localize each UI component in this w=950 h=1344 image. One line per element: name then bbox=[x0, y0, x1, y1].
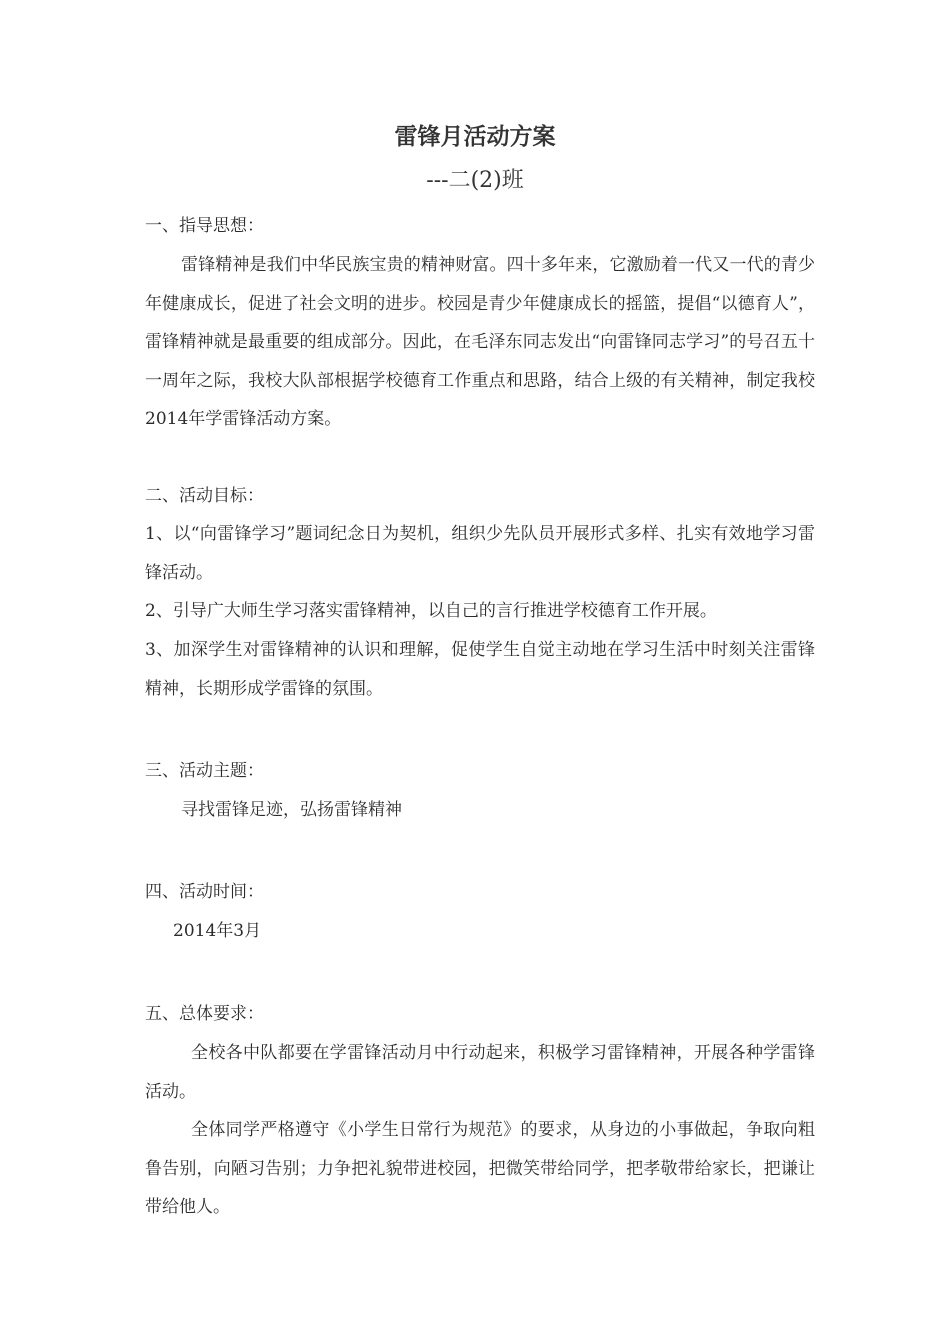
section-3-heading: 三、活动主题： bbox=[145, 761, 264, 781]
section-2-heading: 二、活动目标： bbox=[145, 486, 264, 506]
section-3-theme: 寻找雷锋足迹，弘扬雷锋精神 bbox=[181, 800, 402, 820]
document-subtitle: ---二(2)班 bbox=[426, 168, 524, 193]
section-1-paragraph: 雷锋精神是我们中华民族宝贵的精神财富。四十多年来，它激励着一代又一代的青少年健康成长，促进了社会文明的进步。校园是青少年健康成长的摇篮，提倡“以德育人”，雷锋精神就是最重要的组成部分。因此，在毛泽东同志发出“向雷锋同志学习”的号召五十一周年之际，我校大队部根据学校德育工作重点和思路，结合上级的有关精神，制定我校2014年学雷锋活动方案。 bbox=[145, 255, 815, 429]
document-title: 雷锋月活动方案 bbox=[394, 124, 556, 150]
section-5-paragraph-2: 全体同学严格遵守《小学生日常行为规范》的要求，从身边的小事做起，争取向粗鲁告别，向陋习告别；力争把礼貌带进校园，把微笑带给同学，把孝敬带给家长，把谦让带给他人。 bbox=[145, 1120, 815, 1217]
section-2-item-2: 2、引导广大师生学习落实雷锋精神，以自己的言行推进学校德育工作开展。 bbox=[145, 601, 717, 621]
section-5-paragraph-1: 全校各中队都要在学雷锋活动月中行动起来，积极学习雷锋精神，开展各种学雷锋活动。 bbox=[145, 1043, 815, 1102]
section-2-item-3: 3、加深学生对雷锋精神的认识和理解，促使学生自觉主动地在学习生活中时刻关注雷锋精神，长期形成学雷锋的氛围。 bbox=[145, 640, 815, 699]
section-1-heading: 一、指导思想： bbox=[145, 216, 264, 236]
section-4-heading: 四、活动时间： bbox=[145, 882, 264, 902]
section-4-time: 2014年3月 bbox=[173, 921, 262, 941]
section-5-heading: 五、总体要求： bbox=[145, 1004, 264, 1024]
section-2-item-1: 1、以“向雷锋学习”题词纪念日为契机，组织少先队员开展形式多样、扎实有效地学习雷锋活动。 bbox=[145, 524, 815, 583]
